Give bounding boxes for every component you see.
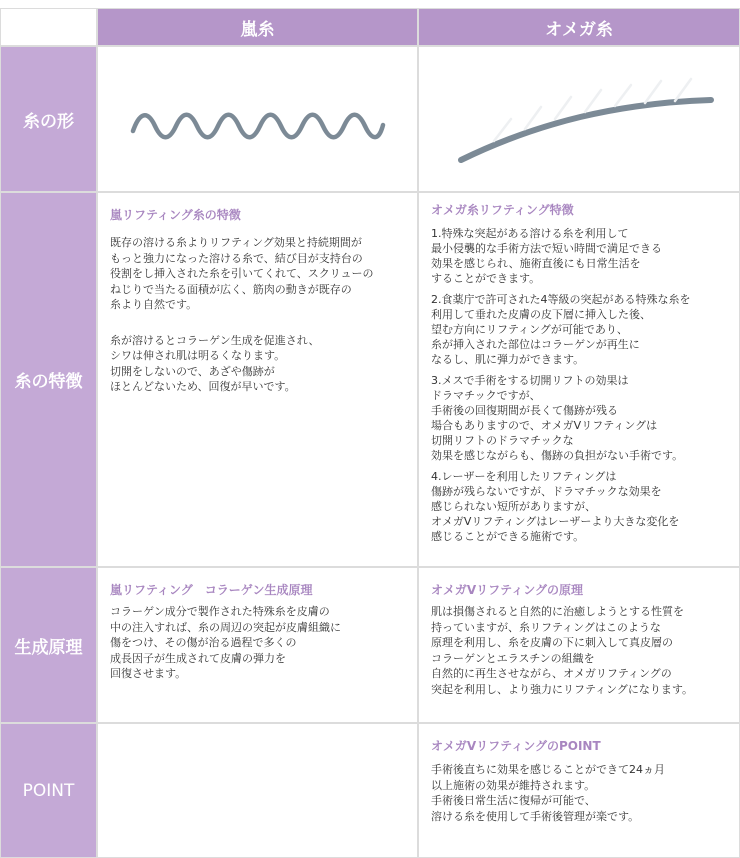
omega-thread-image	[418, 46, 740, 192]
arashi-features-paragraph-1: 既存の溶ける糸よりリフティング効果と持続期間が もっと強力になった溶ける糸で、結び目が支持台の 役割をし挿入された糸を引いてくれて、スクリューの ねじりで当たる面積が広く、筋肉の動きが既存の 糸より自然です。	[110, 236, 374, 311]
corner-cell	[0, 8, 97, 46]
row-label-shape: 糸の形	[0, 46, 97, 192]
arashi-thread-image	[97, 46, 418, 192]
arashi-features-subtitle: 嵐リフティング糸の特徴	[110, 208, 241, 222]
omega-principle-subtitle: オメガVリフティングの原理	[431, 583, 583, 597]
arashi-point-cell	[97, 723, 418, 858]
header-arashi: 嵐糸	[97, 8, 418, 46]
arashi-features-paragraph-2: 糸が溶けるとコラーゲン生成を促進され、 シワは伸され肌は明るくなります。 切開をしないので、あざや傷跡が ほとんどないため、回復が早いです。	[110, 333, 320, 393]
omega-point-subtitle: オメガVリフティングのPOINT	[431, 739, 601, 753]
omega-feature-item: 1.特殊な突起がある溶ける糸を利用して 最小侵襲的な手術方法で短い時間で満足できる 効果を感じられ、施術直後にも日常生活を することができます。	[431, 227, 662, 285]
omega-point-text: 手術後直ちに効果を感じることができて24ヵ月 以上施術の効果が維持されます。 手術後日常生活に復帰が可能で、 溶ける糸を使用して手術後管理が楽です。	[431, 763, 665, 823]
omega-principle-cell	[418, 567, 740, 723]
omega-features-subtitle: オメガ糸リフティング特徴	[431, 203, 574, 217]
row-label-principle: 生成原理	[0, 567, 97, 723]
arashi-features-cell	[97, 192, 418, 567]
omega-features-cell	[418, 192, 740, 567]
omega-feature-item: 2.食薬庁で許可された4等級の突起がある特殊な糸を 利用して垂れた皮膚の皮下層に挿入した後、 望む方向にリフティングが可能であり、 糸が挿入された部位はコラーゲンが再生に なるし、肌に弾力ができます。	[431, 293, 691, 366]
omega-principle-text: 肌は損傷されると自然的に治癒しようとする性質を 持っていますが、糸リフティングはこのような 原理を利用し、糸を皮膚の下に刺入して真皮層の コラーゲンとエラスチンの組織を 自然的に再生させながら、オメガリフティングの 突起を利用し、より強力にリフティングになります。	[431, 605, 694, 696]
wavy-thread-icon	[98, 47, 419, 193]
arashi-principle-cell	[97, 567, 418, 723]
header-omega: オメガ糸	[418, 8, 740, 46]
omega-feature-item: 4.レーザーを利用したリフティングは 傷跡が残らないですが、ドラマチックな効果を 感じられない短所がありますが、 オメガVリフティングはレーザーより大きな変化を 感じることができる施術です。	[431, 470, 680, 543]
omega-feature-item: 3.メスで手術をする切開リフトの効果は ドラマチックですが、 手術後の回復期間が長くて傷跡が残る 場合もありますので、オメガVリフティングは 切開リフトのドラマチックな 効果を感じながらも、傷跡の負担がない手術です。	[431, 374, 684, 462]
arashi-principle-subtitle: 嵐リフティング コラーゲン生成原理	[110, 583, 313, 597]
row-label-point: POINT	[0, 723, 97, 858]
barbed-thread-icon	[419, 47, 740, 193]
arashi-principle-text: コラーゲン成分で製作された特殊糸を皮膚の 中の注入すれば、糸の周辺の突起が皮膚組織に 傷をつけ、その傷が治る過程で多くの 成長因子が生成されて皮膚の弾力を 回復させます。	[110, 605, 341, 680]
omega-point-cell	[418, 723, 740, 858]
row-label-features: 糸の特徴	[0, 192, 97, 567]
